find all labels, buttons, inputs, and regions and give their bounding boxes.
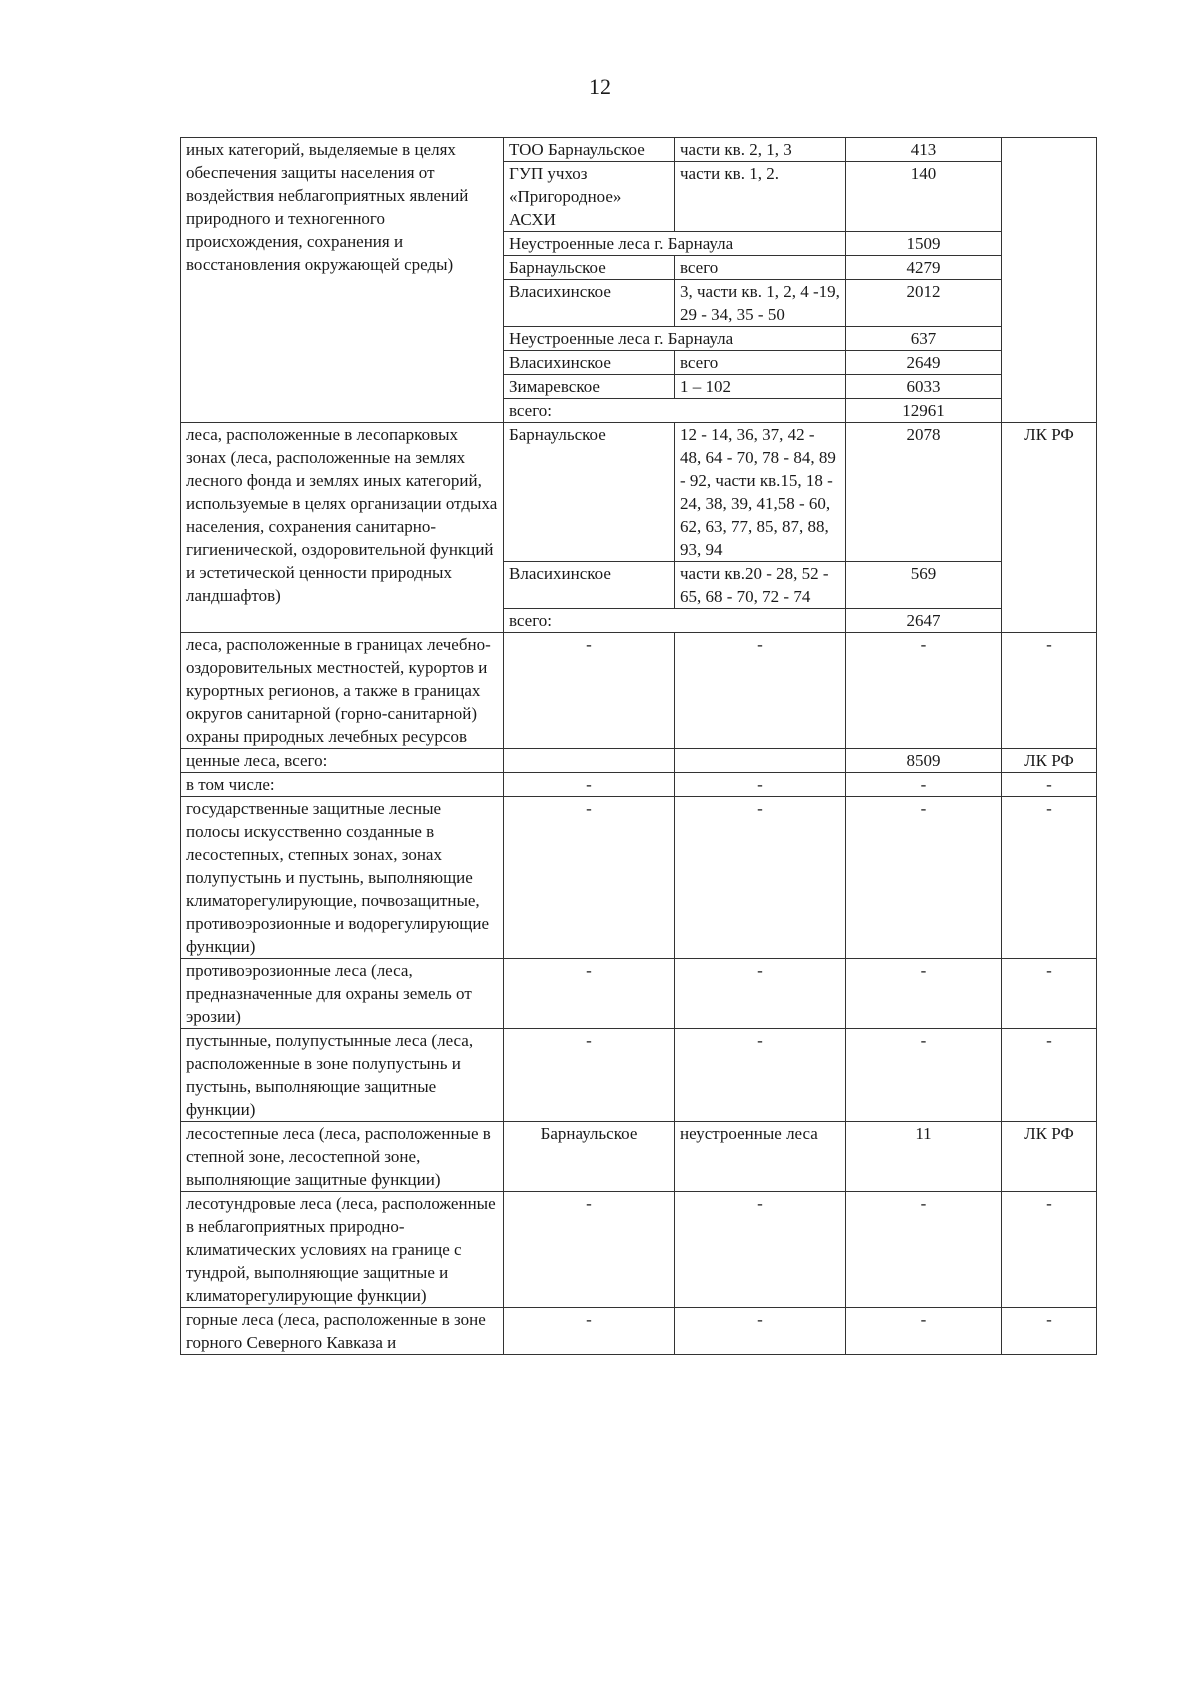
basis-cell: ЛК РФ	[1002, 1122, 1097, 1192]
total-label-cell: всего:	[504, 399, 846, 423]
table-row	[181, 1308, 1097, 1355]
category-cell: леса, расположенные в лесопарковых зонах (леса, расположенные на землях лесного фонда и землях иных категорий, используемые в целях организации отдыха населения, сохранения санитарно-гигиенической, оздоровительной функций и эстетической ценности природных ландшафтов)	[181, 423, 504, 633]
forestry-cell: Барнаульское	[504, 423, 675, 562]
quarters-cell: 1 – 102	[675, 375, 846, 399]
forestry-cell: Власихинское	[504, 280, 675, 327]
category-cell: государственные защитные лесные полосы искусственно созданные в лесостепных, степных зонах, зонах полупустынь и пустынь, выполняющие климаторегулирующие, почвозащитные, противоэрозионные и водорегулирующие функции)	[181, 797, 504, 959]
area-cell: 2078	[846, 423, 1002, 562]
forestry-cell: Зимаревское	[504, 375, 675, 399]
forestry-cell: Неустроенные леса г. Барнаула	[504, 327, 846, 351]
quarters-cell: части кв. 2, 1, 3	[675, 138, 846, 162]
area-cell: 413	[846, 138, 1002, 162]
table-row	[181, 1192, 1097, 1308]
forestry-cell: Барнаульское	[504, 256, 675, 280]
area-cell: -	[846, 797, 1002, 959]
area-cell: 8509	[846, 749, 1002, 773]
area-cell: 12961	[846, 399, 1002, 423]
table-row	[181, 1029, 1097, 1122]
category-cell: пустынные, полупустынные леса (леса, расположенные в зоне полупустынь и пустынь, выполняющие защитные функции)	[181, 1029, 504, 1122]
table-row	[181, 959, 1097, 1029]
basis-cell: -	[1002, 773, 1097, 797]
total-label-cell: всего:	[504, 609, 846, 633]
area-cell: 6033	[846, 375, 1002, 399]
forestry-cell: -	[504, 1308, 675, 1355]
table-row	[181, 749, 1097, 773]
category-cell: горные леса (леса, расположенные в зоне горного Северного Кавказа и	[181, 1308, 504, 1355]
quarters-cell: неустроенные леса	[675, 1122, 846, 1192]
forestry-cell: ТОО Барнаульское	[504, 138, 675, 162]
area-cell: -	[846, 1192, 1002, 1308]
basis-cell: -	[1002, 633, 1097, 749]
quarters-cell: -	[675, 773, 846, 797]
forestry-cell: -	[504, 1192, 675, 1308]
quarters-cell: части кв.20 - 28, 52 - 65, 68 - 70, 72 - 74	[675, 562, 846, 609]
forestry-cell: -	[504, 1029, 675, 1122]
category-cell: лесостепные леса (леса, расположенные в степной зоне, лесостепной зоне, выполняющие защитные функции)	[181, 1122, 504, 1192]
quarters-cell	[675, 749, 846, 773]
quarters-cell: -	[675, 1029, 846, 1122]
quarters-cell: 3, части кв. 1, 2, 4 -19, 29 - 34, 35 - 50	[675, 280, 846, 327]
quarters-cell: -	[675, 633, 846, 749]
area-cell: 2649	[846, 351, 1002, 375]
area-cell: -	[846, 773, 1002, 797]
table-row	[181, 633, 1097, 749]
category-cell: противоэрозионные леса (леса, предназначенные для охраны земель от эрозии)	[181, 959, 504, 1029]
basis-cell: ЛК РФ	[1002, 423, 1097, 633]
basis-cell: -	[1002, 959, 1097, 1029]
area-cell: -	[846, 633, 1002, 749]
basis-cell: -	[1002, 797, 1097, 959]
quarters-cell: -	[675, 797, 846, 959]
area-cell: 4279	[846, 256, 1002, 280]
forest-category-table	[180, 137, 1097, 1355]
category-cell: иных категорий, выделяемые в целях обеспечения защиты населения от воздействия неблагоприятных явлений природного и техногенного происхождения, сохранения и восстановления окружающей среды)	[181, 138, 504, 423]
quarters-cell: всего	[675, 256, 846, 280]
category-cell: лесотундровые леса (леса, расположенные в неблагоприятных природно-климатических условиях на границе с тундрой, выполняющие защитные и климаторегулирующие функции)	[181, 1192, 504, 1308]
table-row	[181, 423, 1097, 562]
table-row	[181, 1122, 1097, 1192]
forestry-cell: Неустроенные леса г. Барнаула	[504, 232, 846, 256]
quarters-cell: 12 - 14, 36, 37, 42 - 48, 64 - 70, 78 - 84, 89 - 92, части кв.15, 18 - 24, 38, 39, 41,58 - 60, 62, 63, 77, 85, 87, 88, 93, 94	[675, 423, 846, 562]
basis-cell: -	[1002, 1029, 1097, 1122]
forestry-cell: ГУП учхоз «Пригородное» АСХИ	[504, 162, 675, 232]
area-cell: 140	[846, 162, 1002, 232]
table-row	[181, 773, 1097, 797]
quarters-cell: -	[675, 959, 846, 1029]
forestry-cell: Власихинское	[504, 562, 675, 609]
area-cell: -	[846, 1029, 1002, 1122]
basis-cell: -	[1002, 1308, 1097, 1355]
area-cell: 2012	[846, 280, 1002, 327]
quarters-cell: части кв. 1, 2.	[675, 162, 846, 232]
forestry-cell: Власихинское	[504, 351, 675, 375]
category-cell: в том числе:	[181, 773, 504, 797]
page-number: 12	[589, 74, 611, 99]
table-row	[181, 797, 1097, 959]
forestry-cell: -	[504, 773, 675, 797]
category-cell: леса, расположенные в границах лечебно-оздоровительных местностей, курортов и курортных регионов, а также в границах округов санитарной (горно-санитарной) охраны природных лечебных ресурсов	[181, 633, 504, 749]
basis-cell: -	[1002, 1192, 1097, 1308]
forestry-cell: -	[504, 959, 675, 1029]
quarters-cell: -	[675, 1192, 846, 1308]
forestry-cell: -	[504, 633, 675, 749]
basis-cell: ЛК РФ	[1002, 749, 1097, 773]
forestry-cell: -	[504, 797, 675, 959]
area-cell: 11	[846, 1122, 1002, 1192]
table-row	[181, 138, 1097, 162]
area-cell: 1509	[846, 232, 1002, 256]
quarters-cell: всего	[675, 351, 846, 375]
area-cell: -	[846, 959, 1002, 1029]
category-cell: ценные леса, всего:	[181, 749, 504, 773]
area-cell: 2647	[846, 609, 1002, 633]
area-cell: -	[846, 1308, 1002, 1355]
basis-cell	[1002, 138, 1097, 423]
area-cell: 637	[846, 327, 1002, 351]
forestry-cell: Барнаульское	[504, 1122, 675, 1192]
forestry-cell	[504, 749, 675, 773]
quarters-cell: -	[675, 1308, 846, 1355]
area-cell: 569	[846, 562, 1002, 609]
